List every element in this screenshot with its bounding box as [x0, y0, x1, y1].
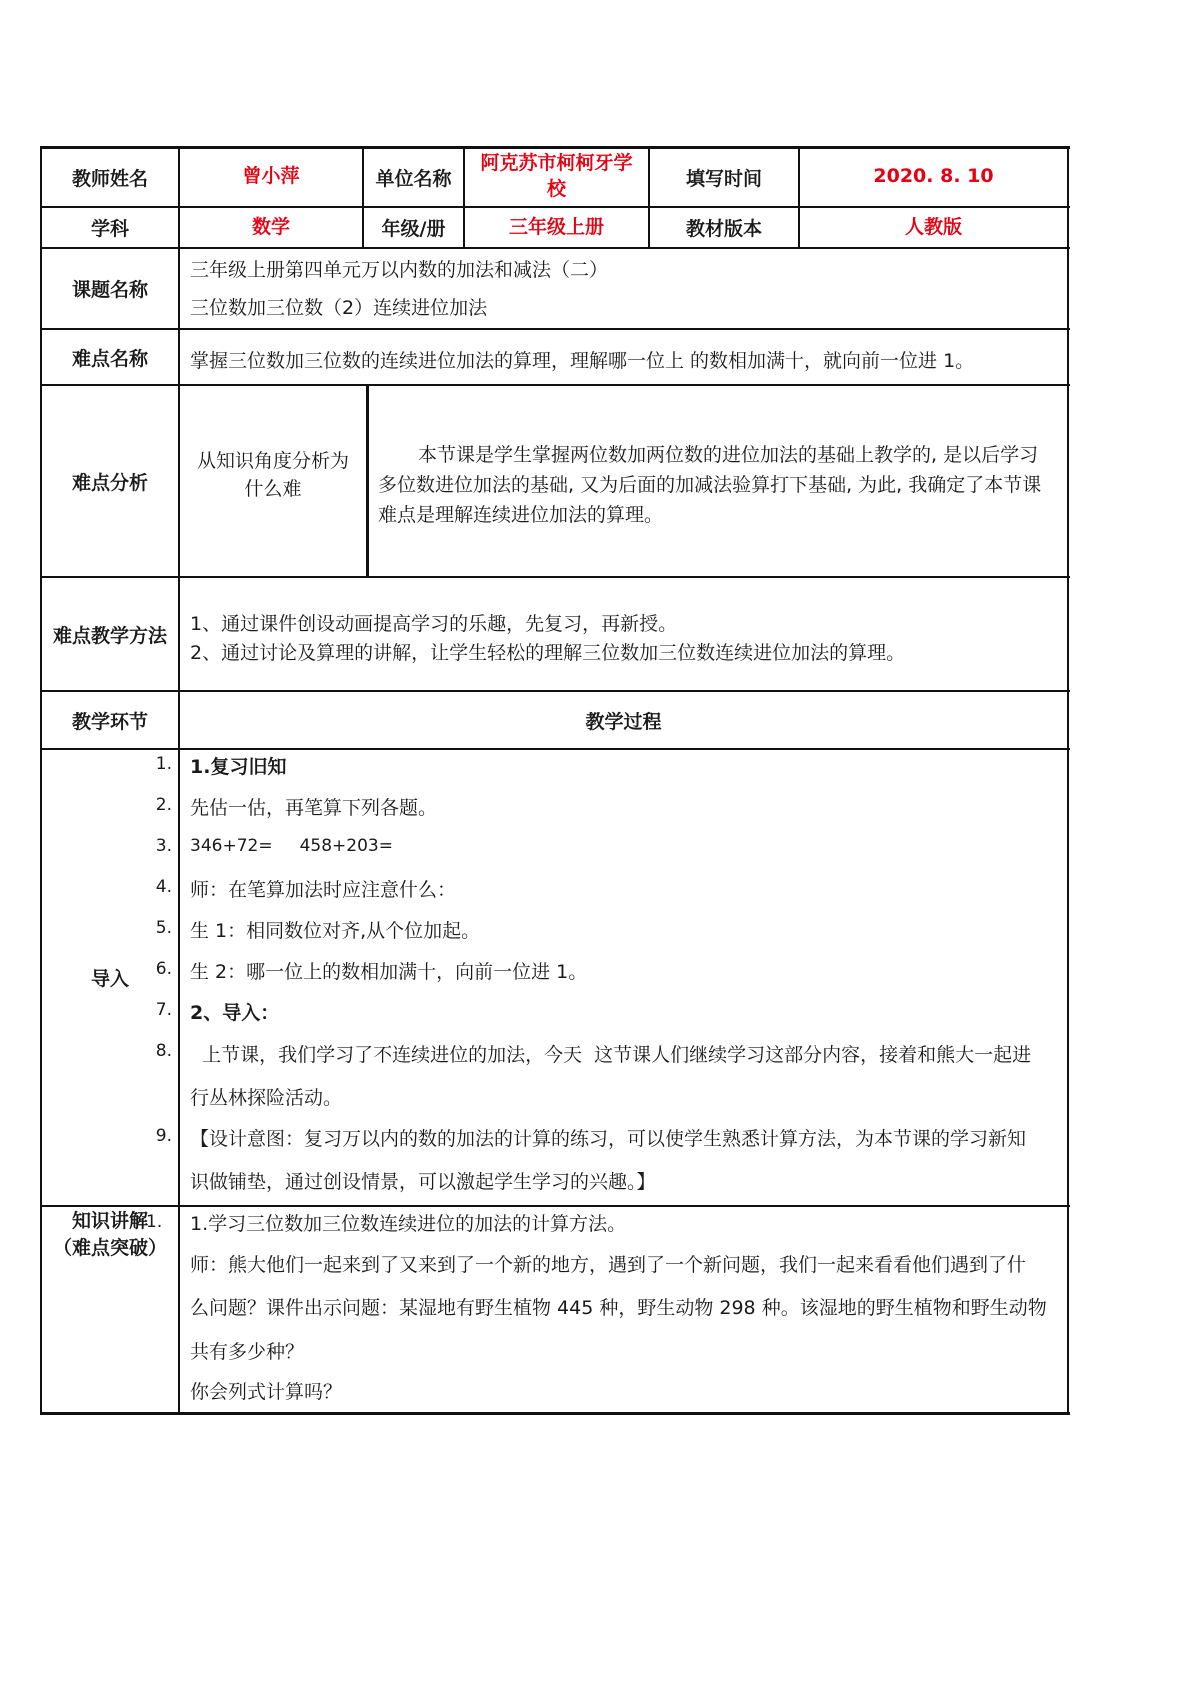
- line-number: 3.: [155, 836, 172, 856]
- teaching-process-header: 教学过程: [585, 710, 662, 733]
- knowledge-label-line-2: （难点突破）: [52, 1236, 167, 1259]
- unit-name-value: [465, 148, 648, 206]
- analysis-text-line-1: 本节课是学生掌握两位数加两位数的进位加法的基础上教学的, 是以后学习: [418, 444, 1039, 466]
- line-number: 6.: [155, 959, 172, 979]
- line-number: 4.: [155, 877, 172, 897]
- intro-line-8a: 上节课，我们学习了不连续进位的加法，今天 这节课人们继续学习这部分内容，接着和熊大一起进: [190, 1044, 1032, 1066]
- lesson-title-line-1: 三年级上册第四单元万以内数的加法和减法（二）: [190, 259, 609, 281]
- knowledge-angle-label: [180, 440, 366, 510]
- fill-date-value: 2020. 8. 10: [873, 165, 994, 188]
- grade-label: 年级/册: [381, 218, 446, 240]
- line-number: 8.: [155, 1041, 172, 1061]
- teacher-name-label: 教师姓名: [71, 167, 148, 190]
- knowledge-label-line-1: 知识讲解: [71, 1210, 148, 1232]
- teaching-method-label: 难点教学方法: [52, 624, 167, 647]
- difficulty-analysis-label: 难点分析: [71, 471, 148, 494]
- grade-value: 三年级上册: [508, 215, 604, 238]
- intro-line-2: 先估一估，再笔算下列各题。: [190, 797, 438, 819]
- method-line-2: 2、通过讨论及算理的讲解，让学生轻松的理解三位数加三位数连续进位加法的算理。: [190, 642, 906, 664]
- unit-name-label: 单位名称: [375, 167, 452, 190]
- row-divider: [40, 247, 1070, 249]
- knowledge-line-5: 你会列式计算吗？: [190, 1381, 343, 1403]
- table-bottom-border: [40, 1412, 1070, 1415]
- method-line-1: 1、通过课件创设动画提高学习的乐趣，先复习，再新授。: [190, 613, 678, 635]
- lesson-title-line-2: 三位数加三位数（2）连续进位加法: [190, 297, 488, 319]
- intro-line-6: 生 2：哪一位上的数相加满十，向前一位进 1。: [190, 961, 588, 983]
- subject-label: 学科: [90, 218, 129, 240]
- row-divider: [40, 328, 1070, 330]
- lesson-title-label: 课题名称: [71, 279, 148, 301]
- row-divider: [40, 384, 1070, 386]
- edition-label: 教材版本: [685, 218, 762, 240]
- teacher-name-value: 曾小萍: [242, 165, 300, 188]
- teaching-stage-header: 教学环节: [71, 710, 148, 733]
- intro-line-1: 1.复习旧知: [190, 756, 287, 778]
- analysis-divider: [366, 384, 369, 578]
- subject-value: 数学: [251, 215, 290, 238]
- knowledge-line-3: 么问题？课件出示问题：某湿地有野生植物 445 种，野生动物 298 种。该湿地的野生植物和野生动物: [190, 1297, 1047, 1319]
- edition-value: 人教版: [904, 215, 962, 238]
- row-divider: [40, 748, 1070, 750]
- line-number: 2.: [155, 795, 172, 815]
- fill-date-label: 填写时间: [685, 167, 762, 190]
- intro-line-9b: 识做铺垫，通过创设情景，可以激起学生学习的兴趣。】: [190, 1171, 656, 1193]
- unit-name-line-2: 校: [546, 178, 566, 200]
- intro-line-3: 346+72= 458+203=: [190, 836, 393, 856]
- knowledge-angle-line-2: 什么难: [244, 478, 302, 500]
- unit-name-line-1: 阿克苏市柯柯牙学: [480, 152, 633, 175]
- row-divider: [40, 576, 1070, 578]
- intro-line-4: 师：在笔算加法时应注意什么：: [190, 879, 457, 901]
- line-number: 9.: [155, 1126, 172, 1146]
- intro-line-9a: 【设计意图：复习万以内的数的加法的计算的练习，可以使学生熟悉计算方法，为本节课的学习新知: [190, 1128, 1027, 1150]
- knowledge-line-1: 1.学习三位数加三位数连续进位的加法的计算方法。: [190, 1213, 627, 1235]
- knowledge-line-4: 共有多少种？: [190, 1341, 305, 1363]
- table-right-border: [1067, 146, 1069, 1414]
- line-number: 7.: [155, 1000, 172, 1020]
- intro-line-7: 2、导入：: [190, 1002, 280, 1024]
- line-number: 1.: [155, 754, 172, 774]
- label-column-divider: [178, 146, 180, 1414]
- intro-line-5: 生 1：相同数位对齐,从个位加起。: [190, 920, 481, 942]
- intro-line-8b: 行丛林探险活动。: [190, 1087, 343, 1109]
- knowledge-line-2: 师：熊大他们一起来到了又来到了一个新的地方，遇到了一个新问题，我们一起来看看他们遇到了什: [190, 1254, 1027, 1276]
- row-divider: [40, 1205, 1070, 1207]
- analysis-text-line-3: 难点是理解连续进位加法的算理。: [378, 504, 664, 526]
- line-number: 1.: [146, 1212, 163, 1232]
- difficulty-name-label: 难点名称: [71, 347, 148, 370]
- intro-stage-label: 导入: [90, 967, 129, 990]
- difficulty-name-text: 掌握三位数加三位数的连续进位加法的算理，理解哪一位上 的数相加满十，就向前一位进 1。: [190, 350, 975, 372]
- line-number: 5.: [155, 918, 172, 938]
- knowledge-angle-line-1: 从知识角度分析为: [196, 449, 349, 472]
- analysis-text-line-2: 多位数进位加法的基础, 又为后面的加减法验算打下基础, 为此, 我确定了本节课: [378, 474, 1042, 496]
